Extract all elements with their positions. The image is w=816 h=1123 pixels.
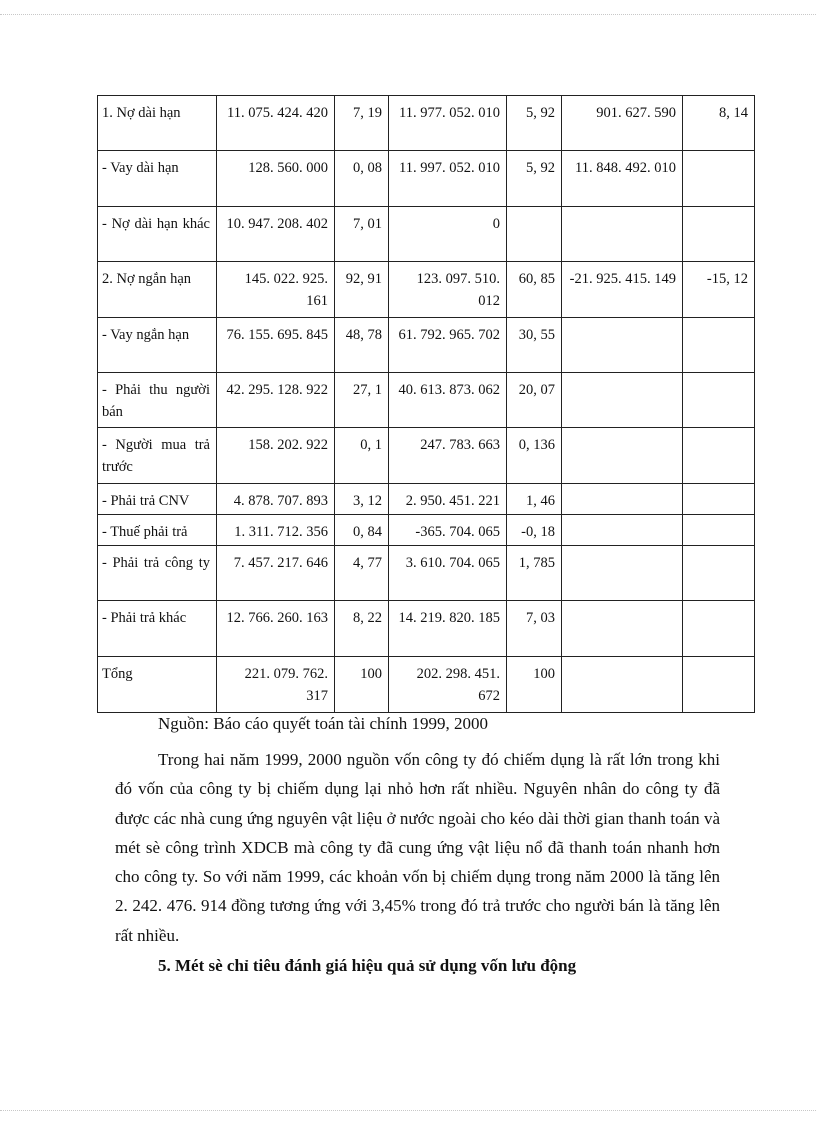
liabilities-table [97,95,755,713]
table-row [98,207,755,262]
table-cell [562,428,683,484]
table-cell: 30, 55 [507,318,562,373]
table-cell [683,207,755,262]
table-cell: 100 [335,657,389,713]
row-label: - Phải trả khác [98,601,217,657]
table-cell: 14. 219. 820. 185 [389,601,507,657]
table-row [98,515,755,546]
table-cell: 1, 46 [507,484,562,515]
table-cell [507,207,562,262]
table-cell [562,207,683,262]
row-label: - Phải trả công ty [98,546,217,601]
table-cell [562,318,683,373]
table-row [98,262,755,318]
table-cell: 7, 19 [335,96,389,151]
row-label: - Vay ngắn hạn [98,318,217,373]
table-cell [683,546,755,601]
table-cell: 0, 84 [335,515,389,546]
table-cell: 901. 627. 590 [562,96,683,151]
table-cell: 145. 022. 925. 161 [217,262,335,318]
table-cell: -15, 12 [683,262,755,318]
row-label: - Phải trả CNV [98,484,217,515]
table-cell: 5, 92 [507,151,562,207]
table-cell [683,657,755,713]
row-label: - Thuế phải trả [98,515,217,546]
table-cell: 123. 097. 510. 012 [389,262,507,318]
table-cell: 100 [507,657,562,713]
table-cell: -0, 18 [507,515,562,546]
table-cell: 42. 295. 128. 922 [217,373,335,428]
table-cell: 7, 01 [335,207,389,262]
table-row [98,428,755,484]
table-cell: 11. 977. 052. 010 [389,96,507,151]
table-cell: 76. 155. 695. 845 [217,318,335,373]
table-cell [562,546,683,601]
table-cell: 158. 202. 922 [217,428,335,484]
table-row [98,373,755,428]
row-label: - Người mua trả trước [98,428,217,484]
table-cell: -21. 925. 415. 149 [562,262,683,318]
table-cell [683,428,755,484]
table-cell: 8, 14 [683,96,755,151]
table-cell: 20, 07 [507,373,562,428]
table-cell [683,151,755,207]
table-cell: 40. 613. 873. 062 [389,373,507,428]
table-cell [562,601,683,657]
table-cell: 5, 92 [507,96,562,151]
table-cell [562,657,683,713]
section-heading: 5. Mét sè chỉ tiêu đánh giá hiệu quả sử dụng vốn lưu động [158,956,577,975]
table-cell: 4, 77 [335,546,389,601]
table-cell: 11. 075. 424. 420 [217,96,335,151]
table-cell: 8, 22 [335,601,389,657]
page-bottom-border [0,1110,816,1111]
table-cell: 27, 1 [335,373,389,428]
table-row [98,657,755,713]
table-cell: 7, 03 [507,601,562,657]
table-row [98,151,755,207]
table-cell: 0, 136 [507,428,562,484]
row-label: - Phải thu người bán [98,373,217,428]
table-cell: 2. 950. 451. 221 [389,484,507,515]
body-paragraph: Trong hai năm 1999, 2000 nguồn vốn công ty đó chiếm dụng là rất lớn trong khi đó vốn của công ty bị chiếm dụng lại nhỏ hơn rất nhiều. Nguyên nhân do công ty đã được các nhà cung ứng nguyên vật liệu ở nước ngoài cho kéo dài thời gian thanh toán và mét sè công trình XDCB mà công ty đã cung ứng vật liệu nổ đã thanh toán nhanh hơn cho công ty. So với năm 1999, các khoản vốn bị chiếm dụng trong năm 2000 là tăng lên 2. 242. 476. 914 đồng tương ứng với 3,45% trong đó trả trước cho người bán là tăng lên rất nhiều. [115,750,720,945]
table-cell: 4. 878. 707. 893 [217,484,335,515]
table-cell: 11. 997. 052. 010 [389,151,507,207]
table-cell: 3, 12 [335,484,389,515]
row-label: 1. Nợ dài hạn [98,96,217,151]
table-row [98,318,755,373]
table-cell: 247. 783. 663 [389,428,507,484]
table-cell: 0, 08 [335,151,389,207]
row-label: 2. Nợ ngắn hạn [98,262,217,318]
table-cell: 221. 079. 762. 317 [217,657,335,713]
table-cell: 0 [389,207,507,262]
table-row [98,601,755,657]
table-cell: 3. 610. 704. 065 [389,546,507,601]
table-cell [562,515,683,546]
table-cell: 7. 457. 217. 646 [217,546,335,601]
table-cell [683,318,755,373]
table-cell [683,373,755,428]
table-cell: 0, 1 [335,428,389,484]
table-cell [562,373,683,428]
table-cell: 1, 785 [507,546,562,601]
table-cell: 1. 311. 712. 356 [217,515,335,546]
table-cell: 128. 560. 000 [217,151,335,207]
table-cell: 60, 85 [507,262,562,318]
table-cell: 202. 298. 451. 672 [389,657,507,713]
table-cell [683,515,755,546]
table-cell [562,484,683,515]
row-label: - Nợ dài hạn khác [98,207,217,262]
table-cell [683,484,755,515]
table-cell: 11. 848. 492. 010 [562,151,683,207]
table-cell: 48, 78 [335,318,389,373]
table-row [98,96,755,151]
table-cell: 61. 792. 965. 702 [389,318,507,373]
page-top-border [0,14,816,15]
table-cell: 10. 947. 208. 402 [217,207,335,262]
table-row [98,546,755,601]
table-cell: -365. 704. 065 [389,515,507,546]
row-label: - Vay dài hạn [98,151,217,207]
source-note: Nguồn: Báo cáo quyết toán tài chính 1999, 2000 [158,714,489,733]
table-cell: 92, 91 [335,262,389,318]
table-cell: 12. 766. 260. 163 [217,601,335,657]
table-cell [683,601,755,657]
table-row [98,484,755,515]
row-label: Tổng [98,657,217,713]
